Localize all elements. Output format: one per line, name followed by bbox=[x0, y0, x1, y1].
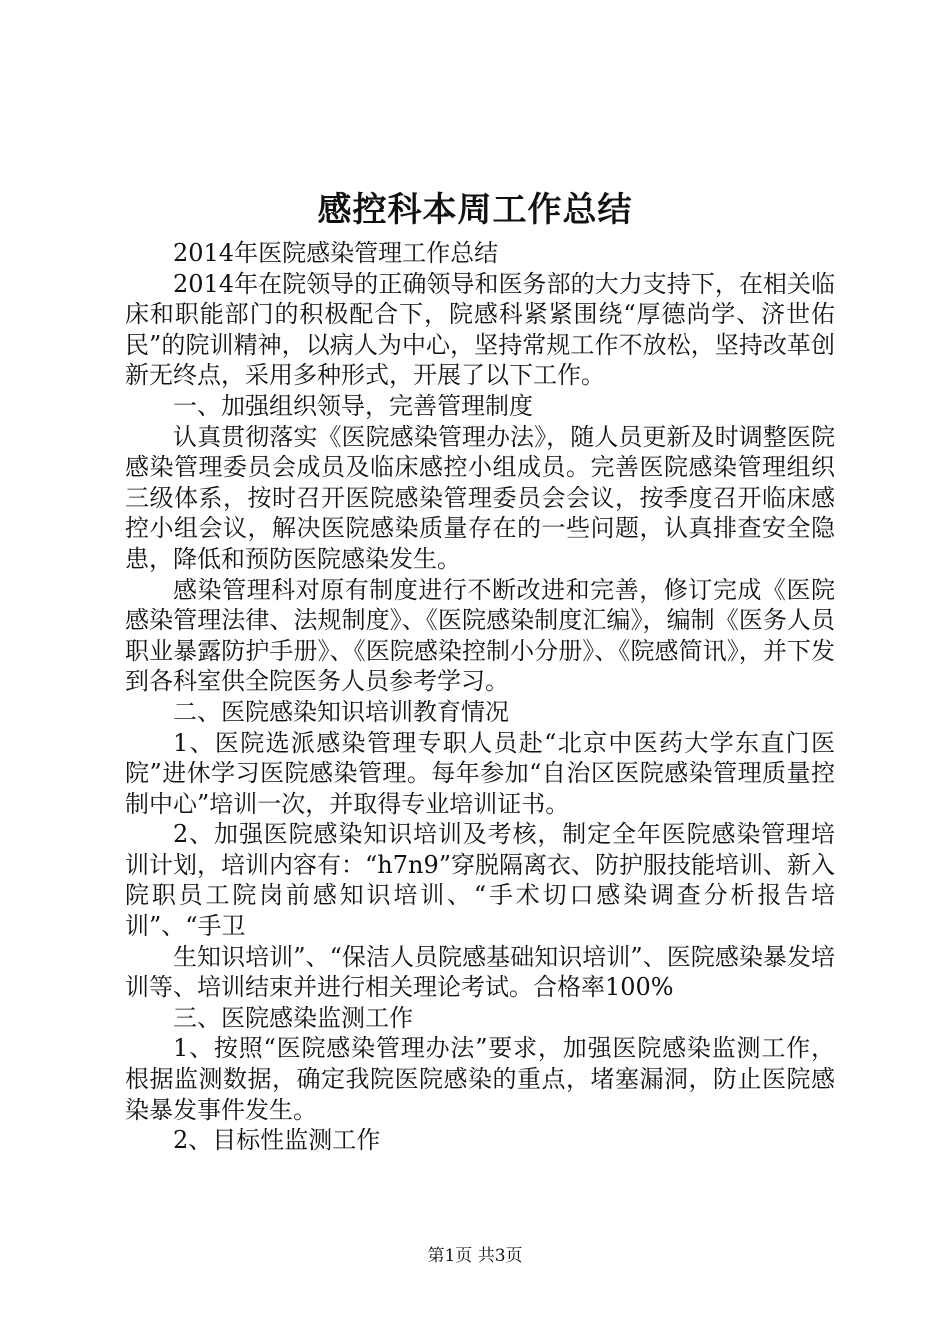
paragraph-intro: 2014年在院领导的正确领导和医务部的大力支持下，在相关临床和职能部门的积极配合下，院感科紧紧围绕“厚德尚学、济世佑民”的院训精神，以病人为中心，坚持常规工作不放松，坚持改革创新无终点，采用多种形式，开展了以下工作。 bbox=[125, 269, 835, 390]
paragraph-section1-b: 感染管理科对原有制度进行不断改进和完善，修订完成《医院感染管理法律、法规制度》、《医院感染制度汇编》，编制《医务人员职业暴露防护手册》、《医院感染控制小分册》、《院感简讯》，并下发到各科室供全院医务人员参考学习。 bbox=[125, 575, 835, 696]
paragraph-subtitle: 2014年医院感染管理工作总结 bbox=[173, 239, 499, 267]
paragraph-section1-a: 认真贯彻落实《医院感染管理办法》，随人员更新及时调整医院感染管理委员会成员及临床感控小组成员。完善医院感染管理组织三级体系，按时召开医院感染管理委员会会议，按季度召开临床感控小组会议，解决医院感染质量存在的一些问题，认真排查安全隐患，降低和预防医院感染发生。 bbox=[125, 422, 835, 573]
section-heading-3: 三、医院感染监测工作 bbox=[173, 1003, 413, 1032]
paragraph-section2-c: 生知识培训”、“保洁人员院感基础知识培训”、医院感染暴发培训等、培训结束并进行相关理论考试。合格率100% bbox=[125, 942, 835, 1002]
paragraph-section3-b: 2、目标性监测工作 bbox=[173, 1126, 381, 1155]
document-title: 感控科本周工作总结 bbox=[317, 190, 633, 230]
page-footer: 第1页 共3页 bbox=[427, 1246, 523, 1266]
section-heading-2: 二、医院感染知识培训教育情况 bbox=[173, 697, 509, 726]
section-heading-1: 一、加强组织领导，完善管理制度 bbox=[173, 391, 533, 420]
paragraph-section2-b: 2、加强医院感染知识培训及考核，制定全年医院感染管理培训计划，培训内容有：“h7n9”穿脱隔离衣、防护服技能培训、新入院职员工院岗前感知识培训、“手术切口感染调查分析报告培训”、“手卫 bbox=[125, 820, 835, 941]
document-body bbox=[125, 238, 835, 1156]
paragraph-section3-a: 1、按照“医院感染管理办法”要求，加强医院感染监测工作，根据监测数据，确定我院医院感染的重点，堵塞漏洞，防止医院感染暴发事件发生。 bbox=[125, 1034, 835, 1124]
paragraph-section2-a: 1、医院选派感染管理专职人员赴“北京中医药大学东直门医院”进休学习医院感染管理。每年参加“自治区医院感染管理质量控制中心”培训一次，并取得专业培训证书。 bbox=[125, 728, 835, 818]
